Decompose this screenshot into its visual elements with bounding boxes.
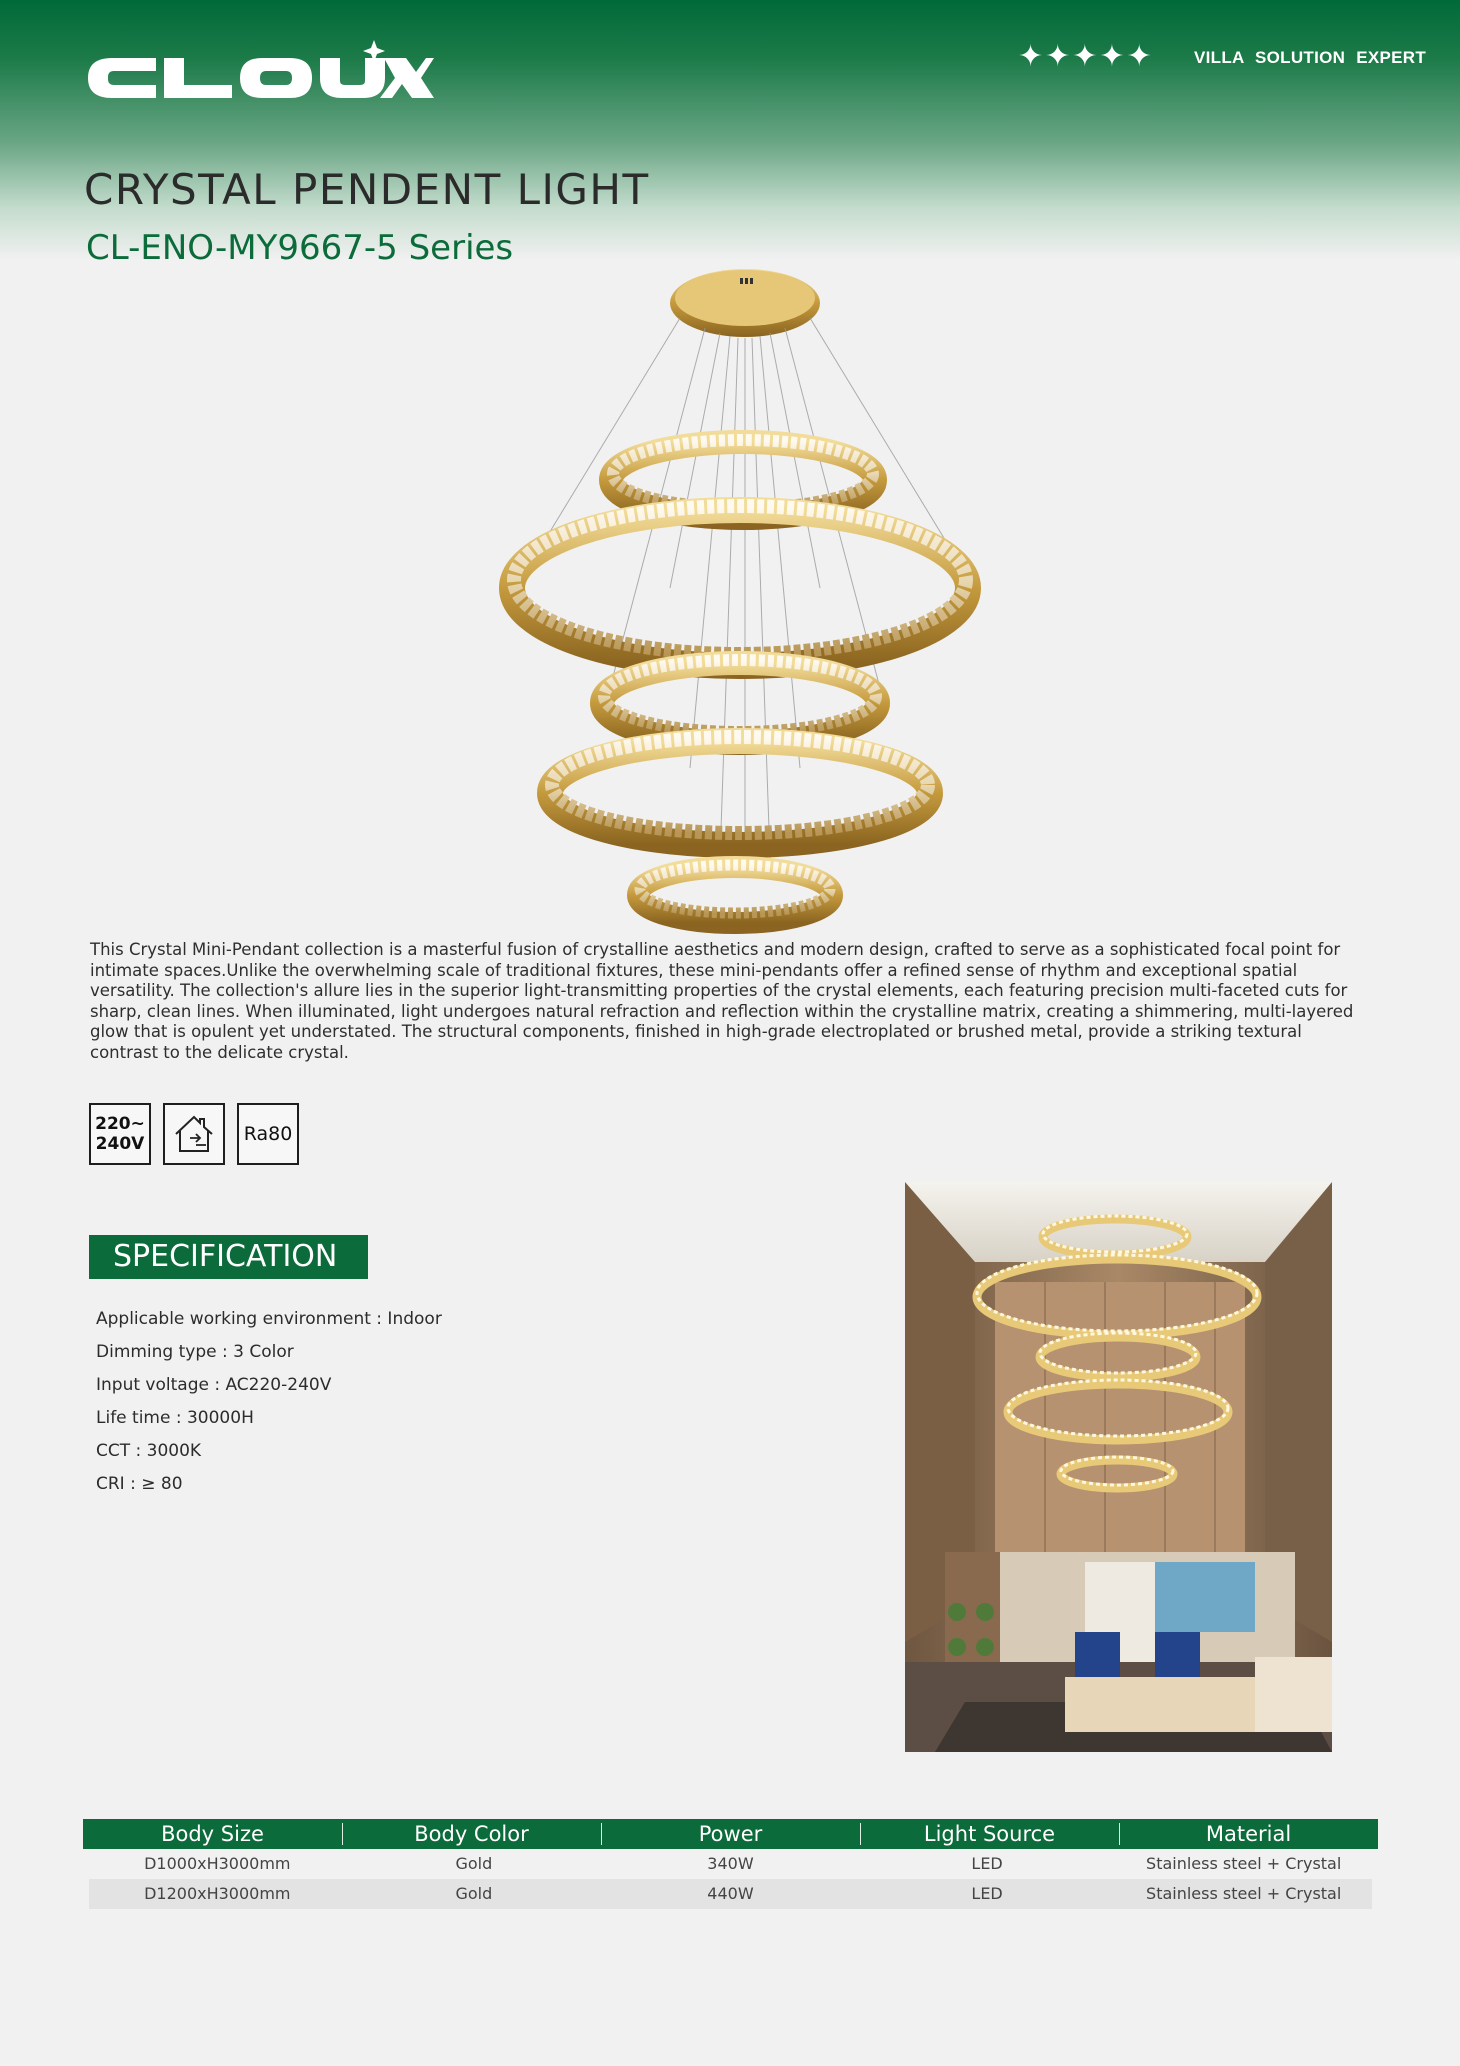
specification-list — [96, 1303, 442, 1501]
table-cell: Stainless steel + Crystal — [1146, 1884, 1342, 1903]
table-cell: Gold — [455, 1884, 493, 1903]
table-cell: LED — [971, 1854, 1003, 1873]
voltage-line-1: 220~ — [95, 1114, 145, 1134]
product-table — [83, 1819, 1378, 1909]
cri-badge: Ra80 — [237, 1103, 299, 1165]
indoor-badge — [163, 1103, 225, 1165]
star-icon: ✦ — [1045, 40, 1071, 73]
column-header: Light Source — [860, 1819, 1119, 1849]
table-header — [83, 1819, 1378, 1849]
table-cell: D1000xH3000mm — [144, 1854, 291, 1873]
spec-item: Input voltage : AC220-240V — [96, 1375, 332, 1395]
table-cell: Stainless steel + Crystal — [1146, 1854, 1342, 1873]
spec-item: CCT : 3000K — [96, 1441, 202, 1461]
spec-item: Life time : 30000H — [96, 1408, 254, 1428]
specification-heading: SPECIFICATION — [89, 1235, 368, 1279]
table-cell: 340W — [707, 1854, 754, 1873]
star-icon: ✦ — [1126, 40, 1152, 73]
column-header: Body Size — [161, 1822, 264, 1846]
table-row — [89, 1849, 1372, 1879]
spec-item: Dimming type : 3 Color — [96, 1342, 294, 1362]
cloux-logo — [84, 38, 434, 104]
column-header: Material — [1119, 1819, 1378, 1849]
table-row — [89, 1879, 1372, 1909]
product-series: CL-ENO-MY9667-5 Series — [86, 228, 514, 268]
column-header: Power — [601, 1819, 860, 1849]
product-description: This Crystal Mini-Pendant collection is a masterful fusion of crystalline aesthetics and modern design, crafted to serve as a sophisticated focal point for intimate spaces.Unlike the overwhelming scale of traditional fixtures, these mini-pendants offer a refined sense of rhythm and exceptional spatial versatility. The collection's allure lies in the superior light-transmitting properties of the crystal elements, each featuring precision multi-faceted cuts for sharp, clean lines. When illuminated, light undergoes natural refraction and reflection within the crystalline matrix, creating a shimmering, multi-layered glow that is opulent yet understated. The structural components, finished in high-grade electroplated or brushed metal, provide a striking textural contrast to the delicate crystal. — [90, 940, 1354, 1062]
feature-badges — [89, 1103, 299, 1165]
table-cell: LED — [971, 1884, 1003, 1903]
room-scene-image — [905, 1182, 1332, 1752]
spec-item: Applicable working environment : Indoor — [96, 1309, 442, 1329]
table-cell: 440W — [707, 1884, 754, 1903]
voltage-line-2: 240V — [95, 1134, 145, 1154]
spec-item: CRI : ≥ 80 — [96, 1474, 183, 1494]
brand-tagline: VILLA SOLUTION EXPERT — [1194, 48, 1427, 67]
column-header: Body Color — [342, 1819, 601, 1849]
star-icon: ✦ — [1018, 40, 1044, 73]
product-title: CRYSTAL PENDENT LIGHT — [84, 165, 650, 214]
voltage-badge — [89, 1103, 151, 1165]
chandelier-product-image — [490, 258, 990, 938]
star-icon: ✦ — [1072, 40, 1098, 73]
table-cell: D1200xH3000mm — [144, 1884, 291, 1903]
table-cell: Gold — [455, 1854, 493, 1873]
house-indoor-icon — [170, 1112, 218, 1156]
rating-stars — [1018, 42, 1152, 72]
star-icon: ✦ — [1099, 40, 1125, 73]
